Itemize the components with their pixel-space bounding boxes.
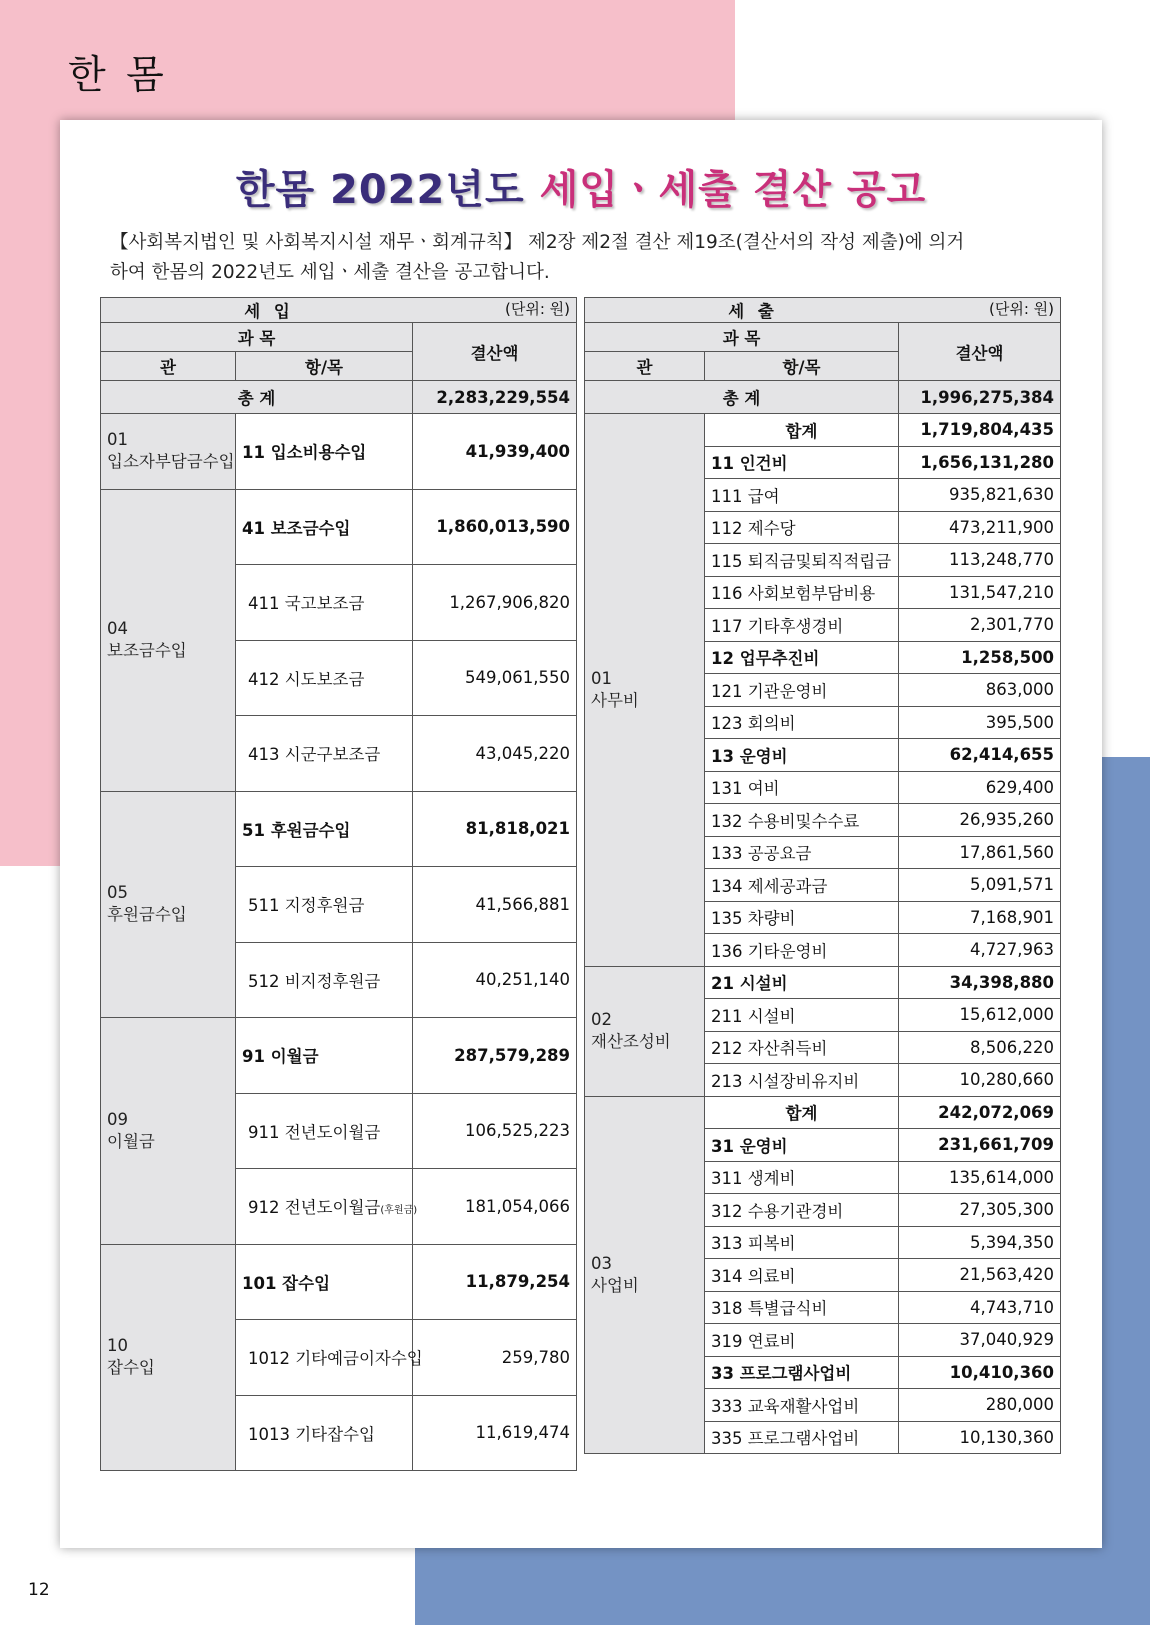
expense-item-amount: 863,000 [899,674,1061,707]
expense-item-label [705,1129,899,1162]
expense-item-amount: 34,398,880 [899,966,1061,999]
expense-item-amount: 7,168,901 [899,901,1061,934]
income-hangmok-header: 항/목 [236,352,413,381]
expense-item-amount: 5,394,350 [899,1226,1061,1259]
expense-item-label [705,1421,899,1454]
expense-item-amount: 10,280,660 [899,1064,1061,1097]
expense-item-amount: 395,500 [899,706,1061,739]
expense-item-amount: 2,301,770 [899,609,1061,642]
income-item-label-text: 101 잡수입 [242,1273,331,1293]
income-title: 세 입 [244,302,294,321]
expense-item-amount: 113,248,770 [899,544,1061,577]
expense-item-amount: 4,727,963 [899,934,1061,967]
income-item-label-text: 512 비지정후원금 [248,971,381,991]
expense-title: 세 출 [728,302,778,321]
expense-item-label [705,771,899,804]
expense-item-label [705,511,899,544]
income-item-label-text: 91 이월금 [242,1047,319,1067]
intro-text [110,228,1070,288]
expense-item-label [705,739,899,772]
income-item-amount: 259,780 [413,1320,577,1396]
income-item-label-text: 911 전년도이월금 [248,1122,381,1142]
income-item-amount: 11,879,254 [413,1244,577,1320]
income-category-code: 10 [107,1336,128,1356]
expense-item-amount: 629,400 [899,771,1061,804]
income-row [101,489,577,565]
income-item-label-text: 1012 기타예금이자수입 [248,1349,423,1369]
expense-item-label [705,1356,899,1389]
expense-item-label [705,414,899,447]
expense-row [585,966,1061,999]
income-item-label-text: 912 전년도이월금 [248,1198,381,1218]
income-item-label-note: (후원금) [380,1205,418,1217]
expense-item-label-text: 116 사회보험부담비용 [711,584,876,604]
income-item-label [236,867,413,943]
expense-item-label [705,1324,899,1357]
expense-item-label-text: 12 업무추진비 [711,649,820,669]
expense-total-label: 총 계 [585,381,899,414]
expense-item-label-text: 135 차량비 [711,909,796,929]
expense-item-label-text: 132 수용비및수수료 [711,811,860,831]
income-header [101,298,577,323]
expense-item-amount: 1,719,804,435 [899,414,1061,447]
expense-item-label-text: 112 제수당 [711,519,796,539]
expense-item-label [705,999,899,1032]
income-item-label [236,1244,413,1320]
expense-item-label [705,1194,899,1227]
income-item-label [236,1093,413,1169]
expense-item-amount: 5,091,571 [899,869,1061,902]
income-item-label [236,489,413,565]
main-title-highlight: 세입ㆍ세출 결산 공고 [539,167,927,213]
expense-category [585,414,705,967]
expense-item-label [705,544,899,577]
expense-item-amount: 135,614,000 [899,1161,1061,1194]
expense-item-amount: 935,821,630 [899,479,1061,512]
income-table [100,297,577,1471]
expense-category-code: 02 [591,1010,612,1029]
income-category-name: 입소자부담금수입 [107,452,235,472]
expense-gwan-header: 관 [585,352,705,381]
expense-item-label-text: 319 연료비 [711,1331,796,1351]
income-item-amount: 11,619,474 [413,1395,577,1471]
expense-item-amount: 10,130,360 [899,1421,1061,1454]
income-category-name: 후원금수입 [107,905,187,925]
expense-item-label [705,479,899,512]
expense-item-label [705,609,899,642]
income-item-amount: 549,061,550 [413,640,577,716]
income-item-label [236,942,413,1018]
income-category-name: 잡수입 [107,1358,155,1378]
income-item-label-text: 1013 기타잡수입 [248,1424,375,1444]
expense-item-label [705,869,899,902]
expense-item-label-text: 313 피복비 [711,1234,796,1254]
expense-item-label-text: 333 교육재활사업비 [711,1396,860,1416]
expense-item-label [705,901,899,934]
expense-item-label-text: 211 시설비 [711,1006,796,1026]
income-item-amount: 287,579,289 [413,1018,577,1094]
expense-item-label-text: 21 시설비 [711,974,788,994]
expense-category-code: 01 [591,668,612,688]
income-category-name: 보조금수입 [107,641,187,660]
income-item-label [236,1395,413,1471]
income-item-amount: 41,566,881 [413,867,577,943]
expense-item-label-text: 133 공공요금 [711,844,812,864]
income-category [101,414,236,490]
income-item-label-text: 41 보조금수입 [242,518,351,538]
income-category [101,1018,236,1245]
expense-item-label [705,1259,899,1292]
expense-item-amount: 473,211,900 [899,511,1061,544]
expense-total-amount: 1,996,275,384 [899,381,1061,414]
expense-item-label-text: 314 의료비 [711,1266,796,1286]
income-item-label [236,1018,413,1094]
income-item-amount: 41,939,400 [413,414,577,490]
income-item-amount: 1,267,906,820 [413,565,577,641]
income-item-label [236,640,413,716]
expense-subject-header: 과 목 [585,323,899,352]
income-item-label-text: 411 국고보조금 [248,594,365,614]
expense-item-label-text: 311 생계비 [711,1169,796,1189]
expense-item-amount: 1,258,500 [899,641,1061,674]
expense-item-label-text: 335 프로그램사업비 [711,1429,860,1449]
expense-item-amount: 37,040,929 [899,1324,1061,1357]
expense-table [584,297,1061,1454]
expense-item-label-text: 합계 [785,421,818,441]
income-gwan-header: 관 [101,352,236,381]
expense-item-label [705,1291,899,1324]
income-category-name: 이월금 [107,1131,155,1151]
expense-category-code: 03 [591,1253,612,1273]
expense-item-amount: 15,612,000 [899,999,1061,1032]
income-category [101,489,236,791]
expense-item-label-text: 31 운영비 [711,1136,788,1156]
expense-item-label [705,674,899,707]
income-item-label [236,1169,418,1245]
expense-item-label-text: 134 제세공과금 [711,876,828,896]
expense-item-amount: 21,563,420 [899,1259,1061,1292]
income-row [101,791,577,867]
income-item-label-text: 413 시군구보조금 [248,745,381,765]
income-item-label-text: 511 지정후원금 [248,896,365,916]
income-total-amount: 2,283,229,554 [413,381,577,414]
expense-category-name: 사무비 [591,690,639,710]
income-item-label-text: 51 후원금수입 [242,820,351,840]
expense-hangmok-header: 항/목 [705,352,899,381]
expense-item-label-text: 33 프로그램사업비 [711,1364,852,1384]
expense-row [585,1096,1061,1129]
main-title-prefix: 한몸 2022년도 [235,167,540,213]
expense-item-label [705,1064,899,1097]
income-category [101,791,236,1018]
expense-item-amount: 280,000 [899,1389,1061,1422]
expense-item-label [705,1096,899,1129]
intro-line-2: 하여 한몸의 2022년도 세입ㆍ세출 결산을 공고합니다. [110,262,550,283]
income-total-label: 총 계 [101,381,413,414]
expense-item-label [705,446,899,479]
expense-item-label [705,1389,899,1422]
income-category-code: 04 [107,619,128,638]
expense-item-label-text: 318 특별급식비 [711,1299,828,1319]
expense-item-label-text: 212 자산취득비 [711,1039,828,1059]
expense-item-label [705,836,899,869]
expense-item-label-text: 11 인건비 [711,454,788,474]
expense-row [585,414,1061,447]
income-item-amount: 181,054,066 [413,1169,577,1245]
income-item-amount: 43,045,220 [413,716,577,792]
expense-item-label-text: 111 급여 [711,486,780,506]
expense-item-label-text: 115 퇴직금및퇴직적립금 [711,551,892,571]
income-item-label [236,791,413,867]
expense-category [585,966,705,1096]
income-subject-header: 과 목 [101,323,413,352]
income-row [101,1018,577,1094]
header-title: 한 몸 [68,53,168,98]
expense-item-label [705,1031,899,1064]
income-item-label-text: 11 입소비용수입 [242,443,367,463]
income-item-label [236,716,413,792]
notice-card [60,120,1102,1548]
income-category-code: 01 [107,430,128,450]
income-category [101,1244,236,1471]
expense-item-label [705,1226,899,1259]
main-title [60,158,1102,215]
expense-item-label-text: 117 기타후생경비 [711,616,844,636]
expense-item-label-text: 213 시설장비유지비 [711,1071,860,1091]
expense-item-amount: 10,410,360 [899,1356,1061,1389]
expense-item-amount: 242,072,069 [899,1096,1061,1129]
expense-amount-header: 결산액 [899,323,1061,381]
expense-item-label-text: 121 기관운영비 [711,681,828,701]
expense-item-amount: 4,743,710 [899,1291,1061,1324]
income-category-code: 05 [107,883,128,903]
expense-item-amount: 8,506,220 [899,1031,1061,1064]
expense-item-amount: 27,305,300 [899,1194,1061,1227]
expense-item-label [705,706,899,739]
expense-item-label-text: 합계 [785,1104,818,1124]
expense-item-label-text: 13 운영비 [711,746,788,766]
expense-item-amount: 131,547,210 [899,576,1061,609]
income-item-amount: 40,251,140 [413,942,577,1018]
expense-item-label [705,641,899,674]
expense-category-name: 사업비 [591,1275,639,1295]
income-unit: (단위: 원) [505,300,571,318]
expense-item-label [705,966,899,999]
expense-item-label-text: 123 회의비 [711,714,796,734]
expense-item-amount: 62,414,655 [899,739,1061,772]
expense-item-label-text: 312 수용기관경비 [711,1201,844,1221]
income-item-amount: 81,818,021 [413,791,577,867]
income-row [101,1244,577,1320]
expense-category-name: 재산조성비 [591,1032,671,1051]
income-item-label [236,565,413,641]
income-item-label [236,414,413,490]
expense-item-label-text: 131 여비 [711,779,780,799]
expense-unit: (단위: 원) [989,300,1055,318]
income-item-label-text: 412 시도보조금 [248,669,365,689]
income-item-amount: 106,525,223 [413,1093,577,1169]
expense-item-label [705,576,899,609]
page-number: 12 [28,1580,50,1600]
expense-item-amount: 17,861,560 [899,836,1061,869]
expense-item-label [705,1161,899,1194]
expense-item-amount: 231,661,709 [899,1129,1061,1162]
expense-item-amount: 1,656,131,280 [899,446,1061,479]
income-item-amount: 1,860,013,590 [413,489,577,565]
expense-item-amount: 26,935,260 [899,804,1061,837]
income-category-code: 09 [107,1109,128,1129]
expense-item-label [705,804,899,837]
income-item-label [236,1320,423,1396]
income-amount-header: 결산액 [413,323,577,381]
intro-line-1: 【사회복지법인 및 사회복지시설 재무ㆍ회계규칙】 제2장 제2절 결산 제19조(결산서의 작성 제출)에 의거 [110,232,965,253]
expense-header [585,298,1061,323]
income-row [101,414,577,490]
expense-category [585,1096,705,1454]
expense-item-label-text: 136 기타운영비 [711,941,828,961]
expense-item-label [705,934,899,967]
